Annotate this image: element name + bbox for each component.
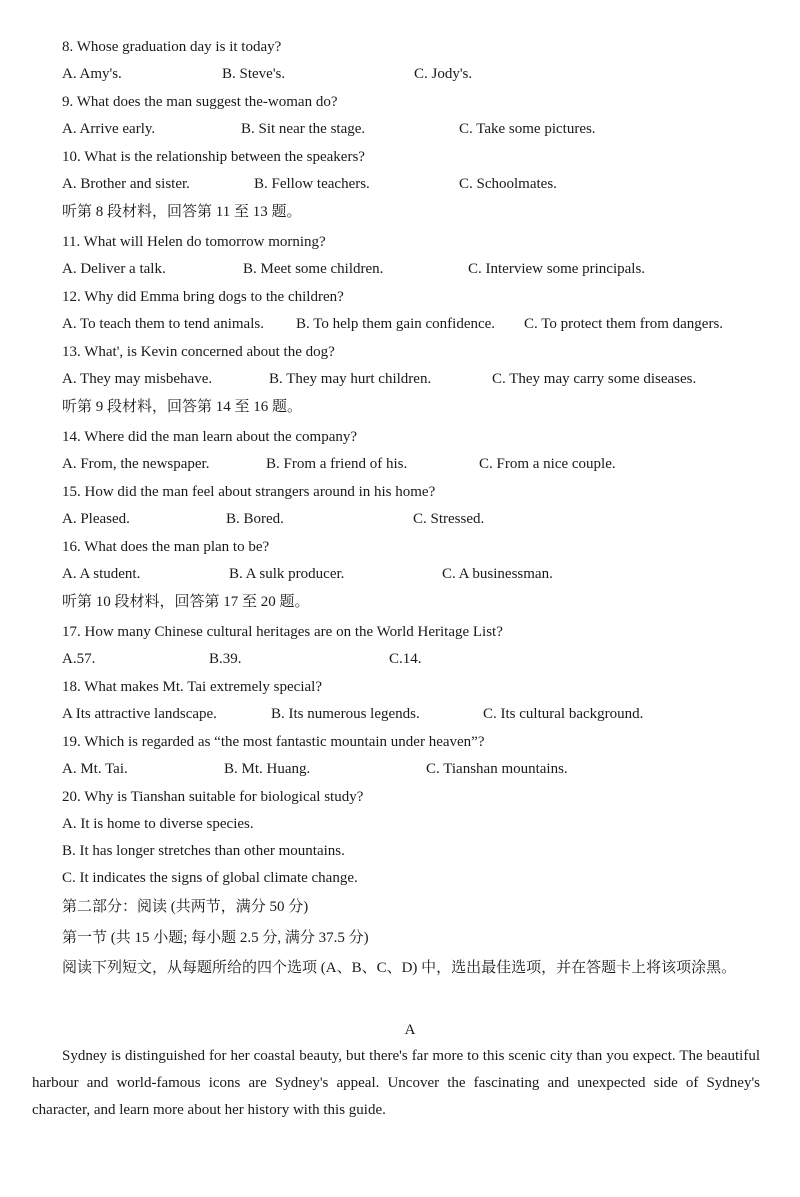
part2-title: 第二部分：阅读 (共两节，满分 50 分) <box>62 899 309 915</box>
question-15-option-c: C. Stressed. <box>413 511 485 527</box>
question-15-option-a: A. Pleased. <box>62 511 130 527</box>
question-8-option-a: A. Amy's. <box>62 66 122 82</box>
passage-label: A <box>404 1022 416 1038</box>
section1-title: 第一节 (共 15 小题; 每小题 2.5 分, 满分 37.5 分) <box>62 930 369 946</box>
section-label-8: 听第 8 段材料，回答第 11 至 13 题。 <box>62 204 302 220</box>
question-13-option-c: C. They may carry some diseases. <box>492 371 697 387</box>
question-20-stem: 20. Why is Tianshan suitable for biological study? <box>62 789 364 805</box>
question-18-option-c: C. Its cultural background. <box>483 706 644 722</box>
question-15-option-b: B. Bored. <box>226 511 284 527</box>
question-16-stem: 16. What does the man plan to be? <box>62 539 270 555</box>
section-label-9: 听第 9 段材料，回答第 14 至 16 题。 <box>62 399 303 415</box>
question-14-option-c: C. From a nice couple. <box>479 456 616 472</box>
question-15-stem: 15. How did the man feel about strangers around in his home? <box>62 484 436 500</box>
question-19-option-b: B. Mt. Huang. <box>224 761 311 777</box>
question-10-option-b: B. Fellow teachers. <box>254 176 370 192</box>
question-9-option-c: C. Take some pictures. <box>459 121 596 137</box>
question-10-stem: 10. What is the relationship between the speakers? <box>62 149 365 165</box>
question-13-option-b: B. They may hurt children. <box>269 371 432 387</box>
question-17-option-b: B.39. <box>209 651 242 667</box>
question-18-stem: 18. What makes Mt. Tai extremely special? <box>62 679 322 695</box>
question-20-option-b: B. It has longer stretches than other mountains. <box>62 843 345 859</box>
question-12-stem: 12. Why did Emma bring dogs to the children? <box>62 289 344 305</box>
question-8-option-c: C. Jody's. <box>414 66 473 82</box>
question-11-stem: 11. What will Helen do tomorrow morning? <box>62 234 326 250</box>
question-17-stem: 17. How many Chinese cultural heritages are on the World Heritage List? <box>62 624 503 640</box>
question-12-option-a: A. To teach them to tend animals. <box>62 316 264 332</box>
question-10-option-a: A. Brother and sister. <box>62 176 190 192</box>
question-16-option-b: B. A sulk producer. <box>229 566 345 582</box>
question-14-option-a: A. From, the newspaper. <box>62 456 210 472</box>
question-19-option-c: C. Tianshan mountains. <box>426 761 568 777</box>
question-17-option-c: C.14. <box>389 651 422 667</box>
question-8-stem: 8. Whose graduation day is it today? <box>62 39 282 55</box>
question-14-stem: 14. Where did the man learn about the company? <box>62 429 358 445</box>
question-12-option-c: C. To protect them from dangers. <box>524 316 724 332</box>
question-12-option-b: B. To help them gain confidence. <box>296 316 496 332</box>
question-9-option-a: A. Arrive early. <box>62 121 156 137</box>
question-11-option-c: C. Interview some principals. <box>468 261 646 277</box>
question-13-stem: 13. What', is Kevin concerned about the dog? <box>62 344 335 360</box>
question-13-option-a: A. They may misbehave. <box>62 371 213 387</box>
question-18-option-b: B. Its numerous legends. <box>271 706 420 722</box>
question-20-option-c: C. It indicates the signs of global climate change. <box>62 870 358 886</box>
question-20-option-a: A. It is home to diverse species. <box>62 816 254 832</box>
passage-text: Sydney is distinguished for her coastal beauty, but there's far more to this scenic city than you expect. The beautiful harbour and world-famous icons are Sydney's appeal. Uncover the fascinating and unexpected side of Sydney's character, and learn more about her history with this guide. <box>32 1048 760 1118</box>
question-11-option-b: B. Meet some children. <box>243 261 384 277</box>
question-16-option-c: C. A businessman. <box>442 566 553 582</box>
question-8-option-b: B. Steve's. <box>222 66 286 82</box>
question-10-option-c: C. Schoolmates. <box>459 176 557 192</box>
question-18-option-a: A Its attractive landscape. <box>62 706 217 722</box>
question-19-option-a: A. Mt. Tai. <box>62 761 128 777</box>
question-11-option-a: A. Deliver a talk. <box>62 261 166 277</box>
reading-instruction: 阅读下列短文，从每题所给的四个选项 (A、B、C、D) 中，选出最佳选项，并在答题卡上将该项涂黑。 <box>62 960 737 976</box>
question-9-option-b: B. Sit near the stage. <box>241 121 366 137</box>
section-label-10: 听第 10 段材料，回答第 17 至 20 题。 <box>62 594 310 610</box>
question-14-option-b: B. From a friend of his. <box>266 456 408 472</box>
question-19-stem: 19. Which is regarded as “the most fantastic mountain under heaven”? <box>62 734 485 750</box>
question-17-option-a: A.57. <box>62 651 96 667</box>
question-16-option-a: A. A student. <box>62 566 141 582</box>
question-9-stem: 9. What does the man suggest the-woman do? <box>62 94 338 110</box>
